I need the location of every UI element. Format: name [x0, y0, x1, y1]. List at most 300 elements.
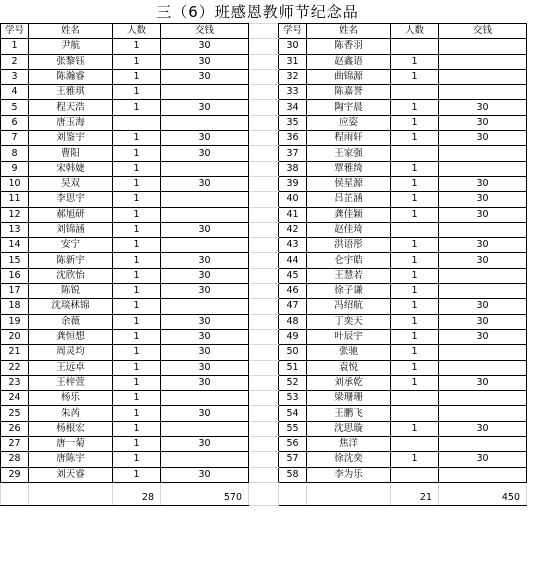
- table-cell: 27: [1, 437, 29, 452]
- table-cell: 唐陈宇: [29, 452, 113, 467]
- gap-cell: [249, 24, 279, 39]
- table-cell: [391, 222, 439, 237]
- table-row: [1, 69, 527, 84]
- total-cell: 21: [391, 482, 439, 505]
- table-cell: 1: [391, 115, 439, 130]
- table-cell: 1: [113, 100, 161, 115]
- table-row: [1, 406, 527, 421]
- table-cell: 1: [113, 284, 161, 299]
- table-cell: [439, 161, 527, 176]
- table-cell: 徐子谦: [307, 284, 391, 299]
- table-cell: 56: [279, 437, 307, 452]
- gap-cell: [249, 299, 279, 314]
- table-cell: [439, 222, 527, 237]
- table-cell: 41: [279, 207, 307, 222]
- table-cell: 40: [279, 192, 307, 207]
- gap-cell: [249, 268, 279, 283]
- table-cell: 30: [439, 238, 527, 253]
- table-cell: [161, 115, 249, 130]
- table-row: [1, 375, 527, 390]
- table-cell: 30: [161, 146, 249, 161]
- header-cell: 交钱: [439, 24, 527, 39]
- table-cell: [439, 467, 527, 482]
- table-cell: [391, 467, 439, 482]
- table-cell: 曲锦源: [307, 69, 391, 84]
- table-row: [1, 360, 527, 375]
- table-cell: [391, 437, 439, 452]
- table-row: [1, 54, 527, 69]
- table-cell: 1: [391, 161, 439, 176]
- table-cell: 王慧若: [307, 268, 391, 283]
- table-cell: [161, 161, 249, 176]
- table-cell: 吴双: [29, 176, 113, 191]
- table-cell: 30: [439, 299, 527, 314]
- table-cell: 唐玉海: [29, 115, 113, 130]
- table-cell: 梁珊珊: [307, 391, 391, 406]
- gap-cell: [249, 482, 279, 505]
- table-cell: 徐沈奕: [307, 452, 391, 467]
- header-cell: 人数: [113, 24, 161, 39]
- table-cell: 1: [113, 375, 161, 390]
- table-cell: 赵鑫语: [307, 54, 391, 69]
- gap-cell: [249, 437, 279, 452]
- table-cell: 1: [391, 452, 439, 467]
- table-cell: 刘天睿: [29, 467, 113, 482]
- table-cell: 1: [391, 69, 439, 84]
- table-cell: 龚佳颖: [307, 207, 391, 222]
- table-cell: [161, 299, 249, 314]
- table-cell: [439, 360, 527, 375]
- table-cell: 53: [279, 391, 307, 406]
- header-cell: 姓名: [29, 24, 113, 39]
- table-cell: 1: [113, 161, 161, 176]
- table-row: [1, 467, 527, 482]
- table-cell: 19: [1, 314, 29, 329]
- table-cell: [161, 391, 249, 406]
- table-cell: 14: [1, 238, 29, 253]
- table-cell: 4: [1, 85, 29, 100]
- table-cell: 30: [161, 284, 249, 299]
- table-cell: 1: [113, 146, 161, 161]
- table-cell: 袁悦: [307, 360, 391, 375]
- gap-cell: [249, 375, 279, 390]
- gap-cell: [249, 85, 279, 100]
- table-cell: 余薇: [29, 314, 113, 329]
- table-row: [1, 100, 527, 115]
- header-cell: 学号: [1, 24, 29, 39]
- table-cell: [161, 452, 249, 467]
- gap-cell: [249, 360, 279, 375]
- table-cell: [391, 146, 439, 161]
- table-cell: 23: [1, 375, 29, 390]
- table-cell: 1: [113, 207, 161, 222]
- table-cell: 1: [113, 69, 161, 84]
- table-cell: 尹航: [29, 39, 113, 54]
- table-cell: 杨根宏: [29, 421, 113, 436]
- gap-cell: [249, 329, 279, 344]
- table-cell: [439, 284, 527, 299]
- gap-cell: [249, 192, 279, 207]
- table-cell: 30: [161, 329, 249, 344]
- table-cell: [439, 69, 527, 84]
- table-cell: 30: [161, 360, 249, 375]
- table-cell: 陈瀚睿: [29, 69, 113, 84]
- table-cell: 王雅琪: [29, 85, 113, 100]
- table-cell: 6: [1, 115, 29, 130]
- table-cell: 1: [391, 329, 439, 344]
- roster-body: [1, 24, 527, 506]
- table-cell: 30: [161, 39, 249, 54]
- table-cell: 30: [161, 69, 249, 84]
- table-cell: 刘承乾: [307, 375, 391, 390]
- table-cell: 15: [1, 253, 29, 268]
- table-cell: 王家强: [307, 146, 391, 161]
- table-cell: 36: [279, 131, 307, 146]
- total-cell: 570: [161, 482, 249, 505]
- table-cell: 30: [439, 421, 527, 436]
- gap-cell: [249, 207, 279, 222]
- table-row: [1, 222, 527, 237]
- table-cell: 30: [439, 115, 527, 130]
- table-cell: 李思宇: [29, 192, 113, 207]
- table-cell: 30: [161, 253, 249, 268]
- table-cell: 1: [391, 284, 439, 299]
- totals-row: [1, 482, 527, 505]
- table-cell: 张驰: [307, 345, 391, 360]
- gap-cell: [249, 69, 279, 84]
- header-cell: 人数: [391, 24, 439, 39]
- table-cell: 30: [161, 131, 249, 146]
- table-cell: 31: [279, 54, 307, 69]
- table-cell: 曹阳: [29, 146, 113, 161]
- table-cell: [439, 406, 527, 421]
- table-cell: 12: [1, 207, 29, 222]
- table-cell: 30: [161, 437, 249, 452]
- table-cell: 1: [113, 238, 161, 253]
- table-cell: 宋韩婕: [29, 161, 113, 176]
- table-cell: 29: [1, 467, 29, 482]
- table-cell: 1: [391, 131, 439, 146]
- total-cell: 450: [439, 482, 527, 505]
- table-cell: 5: [1, 100, 29, 115]
- table-cell: 37: [279, 146, 307, 161]
- table-cell: 王远卓: [29, 360, 113, 375]
- table-cell: 7: [1, 131, 29, 146]
- table-cell: 1: [113, 176, 161, 191]
- table-cell: 1: [113, 192, 161, 207]
- table-cell: 30: [439, 100, 527, 115]
- table-cell: 24: [1, 391, 29, 406]
- table-cell: 应姿: [307, 115, 391, 130]
- table-cell: 1: [391, 314, 439, 329]
- table-cell: 30: [161, 54, 249, 69]
- table-row: [1, 345, 527, 360]
- table-cell: 程雨轩: [307, 131, 391, 146]
- table-cell: 1: [113, 54, 161, 69]
- table-cell: 1: [113, 39, 161, 54]
- table-cell: 1: [113, 329, 161, 344]
- table-row: [1, 207, 527, 222]
- gap-cell: [249, 100, 279, 115]
- gap-cell: [249, 421, 279, 436]
- table-cell: 45: [279, 268, 307, 283]
- table-cell: 1: [113, 345, 161, 360]
- table-cell: 1: [113, 406, 161, 421]
- table-cell: 30: [439, 329, 527, 344]
- table-cell: 50: [279, 345, 307, 360]
- table-cell: 3: [1, 69, 29, 84]
- table-cell: 51: [279, 360, 307, 375]
- table-cell: 陈锐: [29, 284, 113, 299]
- table-cell: 王鹏飞: [307, 406, 391, 421]
- table-row: [1, 437, 527, 452]
- table-cell: 47: [279, 299, 307, 314]
- gap-cell: [249, 253, 279, 268]
- table-cell: 30: [439, 131, 527, 146]
- header-cell: 姓名: [307, 24, 391, 39]
- table-cell: 52: [279, 375, 307, 390]
- table-cell: 30: [161, 100, 249, 115]
- table-cell: 35: [279, 115, 307, 130]
- table-cell: 1: [391, 54, 439, 69]
- empty-cell: [1, 482, 29, 505]
- gap-cell: [249, 284, 279, 299]
- table-cell: 丁奕天: [307, 314, 391, 329]
- table-cell: 沈思璇: [307, 421, 391, 436]
- table-cell: 1: [113, 421, 161, 436]
- table-cell: 郝旭研: [29, 207, 113, 222]
- gap-cell: [249, 467, 279, 482]
- table-cell: [161, 192, 249, 207]
- table-cell: 30: [439, 375, 527, 390]
- table-cell: [439, 345, 527, 360]
- table-cell: 16: [1, 268, 29, 283]
- table-cell: 39: [279, 176, 307, 191]
- table-row: [1, 238, 527, 253]
- table-cell: 1: [391, 253, 439, 268]
- table-cell: 38: [279, 161, 307, 176]
- table-cell: 洪语彤: [307, 238, 391, 253]
- empty-cell: [307, 482, 391, 505]
- table-row: [1, 268, 527, 283]
- table-cell: 叶辰宇: [307, 329, 391, 344]
- table-cell: 13: [1, 222, 29, 237]
- table-row: [1, 299, 527, 314]
- table-cell: 1: [113, 299, 161, 314]
- table-cell: 覃雅绮: [307, 161, 391, 176]
- gap-cell: [249, 222, 279, 237]
- gap-cell: [249, 406, 279, 421]
- table-cell: 1: [113, 85, 161, 100]
- table-cell: 10: [1, 176, 29, 191]
- table-cell: 1: [113, 391, 161, 406]
- table-cell: [439, 391, 527, 406]
- table-cell: 张黎钰: [29, 54, 113, 69]
- table-cell: 30: [161, 314, 249, 329]
- header-row: [1, 24, 527, 39]
- table-cell: 冯绍航: [307, 299, 391, 314]
- gap-cell: [249, 176, 279, 191]
- table-cell: 57: [279, 452, 307, 467]
- table-cell: 30: [439, 176, 527, 191]
- table-cell: 30: [439, 207, 527, 222]
- header-cell: 交钱: [161, 24, 249, 39]
- table-row: [1, 314, 527, 329]
- table-cell: 赵佳琦: [307, 222, 391, 237]
- table-cell: 朱芮: [29, 406, 113, 421]
- table-cell: 44: [279, 253, 307, 268]
- table-cell: 1: [113, 437, 161, 452]
- table-cell: [113, 115, 161, 130]
- table-cell: 侯星源: [307, 176, 391, 191]
- table-cell: 1: [113, 467, 161, 482]
- table-row: [1, 391, 527, 406]
- table-row: [1, 329, 527, 344]
- table-cell: 20: [1, 329, 29, 344]
- table-cell: 33: [279, 85, 307, 100]
- table-row: [1, 284, 527, 299]
- gap-cell: [249, 39, 279, 54]
- table-cell: 30: [161, 176, 249, 191]
- table-cell: [161, 238, 249, 253]
- table-cell: 仑宇皓: [307, 253, 391, 268]
- table-cell: 9: [1, 161, 29, 176]
- gap-cell: [249, 391, 279, 406]
- table-cell: [439, 268, 527, 283]
- table-cell: [439, 39, 527, 54]
- table-row: [1, 176, 527, 191]
- table-cell: 46: [279, 284, 307, 299]
- table-cell: 1: [1, 39, 29, 54]
- table-cell: 1: [391, 192, 439, 207]
- gap-cell: [249, 314, 279, 329]
- table-cell: 陈香羽: [307, 39, 391, 54]
- table-cell: 1: [391, 345, 439, 360]
- table-cell: 25: [1, 406, 29, 421]
- table-row: [1, 421, 527, 436]
- table-cell: 唐一菊: [29, 437, 113, 452]
- roster-table: [0, 23, 527, 506]
- table-cell: [391, 39, 439, 54]
- table-cell: 22: [1, 360, 29, 375]
- table-cell: [439, 85, 527, 100]
- table-cell: 26: [1, 421, 29, 436]
- table-cell: [391, 406, 439, 421]
- table-row: [1, 146, 527, 161]
- table-cell: 30: [439, 314, 527, 329]
- table-cell: [439, 146, 527, 161]
- table-cell: 2: [1, 54, 29, 69]
- table-cell: 1: [391, 268, 439, 283]
- table-cell: 49: [279, 329, 307, 344]
- table-cell: [391, 85, 439, 100]
- table-cell: 30: [161, 467, 249, 482]
- table-cell: 30: [279, 39, 307, 54]
- table-cell: [161, 85, 249, 100]
- table-cell: 17: [1, 284, 29, 299]
- table-cell: 沈欣怡: [29, 268, 113, 283]
- gap-cell: [249, 115, 279, 130]
- table-cell: 焦洋: [307, 437, 391, 452]
- table-cell: 1: [113, 222, 161, 237]
- sheet-title: 三（6）班感恩教师节纪念品: [156, 3, 359, 21]
- table-cell: 30: [439, 253, 527, 268]
- table-cell: 42: [279, 222, 307, 237]
- table-cell: 1: [391, 207, 439, 222]
- table-cell: 30: [161, 345, 249, 360]
- table-cell: 30: [439, 452, 527, 467]
- table-cell: 1: [113, 253, 161, 268]
- table-cell: 1: [391, 100, 439, 115]
- table-cell: 11: [1, 192, 29, 207]
- table-cell: 程天浩: [29, 100, 113, 115]
- table-cell: 1: [391, 176, 439, 191]
- table-cell: 32: [279, 69, 307, 84]
- table-cell: 李为乐: [307, 467, 391, 482]
- table-row: [1, 115, 527, 130]
- table-cell: [161, 207, 249, 222]
- gap-cell: [249, 452, 279, 467]
- table-cell: 8: [1, 146, 29, 161]
- table-cell: 1: [113, 268, 161, 283]
- table-cell: 58: [279, 467, 307, 482]
- table-cell: 30: [439, 192, 527, 207]
- table-cell: 吕芷涵: [307, 192, 391, 207]
- header-cell: 学号: [279, 24, 307, 39]
- table-cell: 龚恒想: [29, 329, 113, 344]
- table-cell: 杨乐: [29, 391, 113, 406]
- gap-cell: [249, 161, 279, 176]
- table-cell: [439, 437, 527, 452]
- table-cell: 1: [391, 421, 439, 436]
- table-cell: 28: [1, 452, 29, 467]
- gap-cell: [249, 146, 279, 161]
- table-cell: 18: [1, 299, 29, 314]
- table-cell: 1: [391, 299, 439, 314]
- table-row: [1, 452, 527, 467]
- table-row: [1, 253, 527, 268]
- total-cell: 28: [113, 482, 161, 505]
- gap-cell: [249, 345, 279, 360]
- table-cell: 1: [113, 314, 161, 329]
- table-cell: 陈新宇: [29, 253, 113, 268]
- table-cell: 1: [391, 360, 439, 375]
- table-cell: 周灵均: [29, 345, 113, 360]
- table-cell: [439, 54, 527, 69]
- table-cell: 1: [391, 375, 439, 390]
- table-row: [1, 131, 527, 146]
- table-cell: 48: [279, 314, 307, 329]
- table-cell: 陶宇晨: [307, 100, 391, 115]
- table-cell: 沈琰秫锦: [29, 299, 113, 314]
- table-cell: 1: [113, 452, 161, 467]
- table-cell: 30: [161, 406, 249, 421]
- table-cell: 1: [391, 238, 439, 253]
- table-cell: 王梓萱: [29, 375, 113, 390]
- table-cell: 刘锦涵: [29, 222, 113, 237]
- table-cell: 54: [279, 406, 307, 421]
- table-cell: 刘鉴宇: [29, 131, 113, 146]
- empty-cell: [279, 482, 307, 505]
- table-row: [1, 39, 527, 54]
- table-cell: 30: [161, 222, 249, 237]
- table-cell: 43: [279, 238, 307, 253]
- table-cell: 陈嘉誉: [307, 85, 391, 100]
- table-cell: 30: [161, 268, 249, 283]
- gap-cell: [249, 238, 279, 253]
- table-cell: [391, 391, 439, 406]
- table-row: [1, 161, 527, 176]
